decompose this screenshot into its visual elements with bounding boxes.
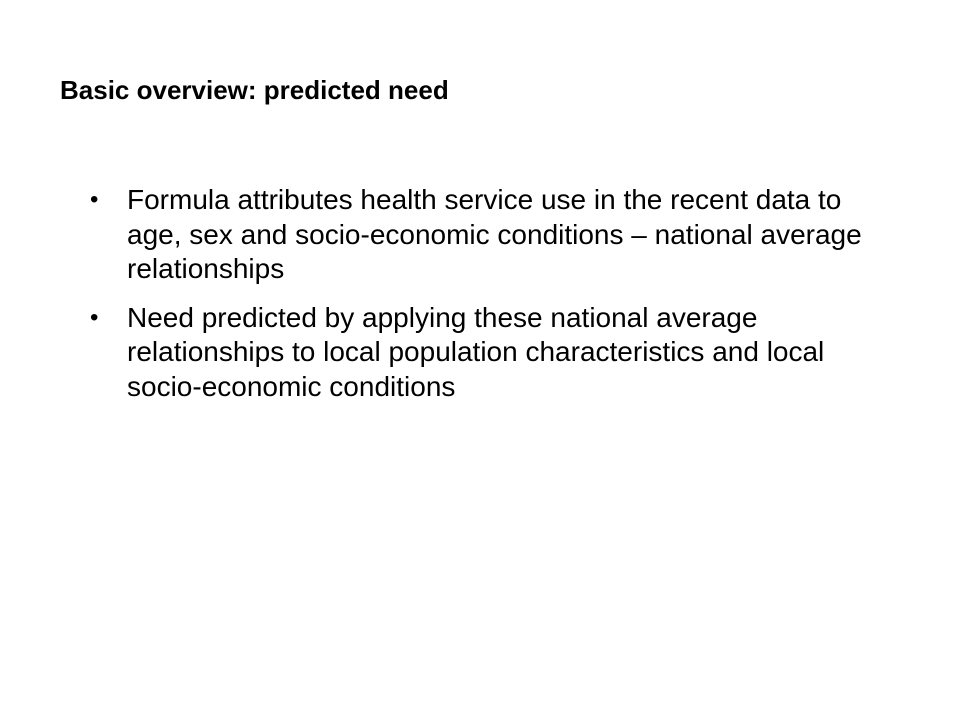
bullet-text: Need predicted by applying these national average relationships to local population characteristics and local socio-economic conditions bbox=[127, 301, 825, 402]
bullet-dot-icon: • bbox=[90, 303, 99, 331]
bullet-dot-icon: • bbox=[90, 186, 99, 213]
bullet-text: Formula attributes health service use in the recent data to age, sex and socio-economic conditions – national average relationships bbox=[127, 184, 862, 284]
slide-title: Basic overview: predicted need bbox=[60, 75, 449, 105]
bullet-item bbox=[90, 183, 890, 287]
bullet-item bbox=[90, 301, 890, 405]
bullet-list bbox=[90, 183, 890, 418]
